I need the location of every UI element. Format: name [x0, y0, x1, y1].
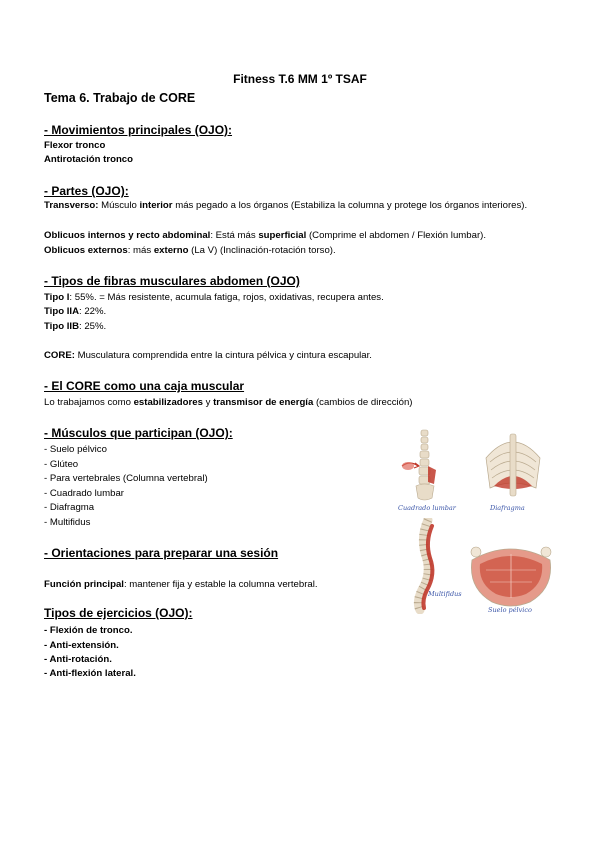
musculo-item: - Glúteo [44, 459, 79, 470]
caption-suelo-pelvico: Suelo pélvico [488, 606, 532, 614]
figure-diafragma [478, 428, 548, 516]
caption-cuadrado-lumbar: Cuadrado lumbar [398, 504, 456, 512]
partes-oblicuos-internos: Oblicuos internos y recto abdominal: Está más superficial (Comprime el abdomen / Flexión lumbar). [44, 230, 486, 241]
fibra-tipo-2b: Tipo IIB: 25%. [44, 321, 107, 332]
musculo-item: - Para vertebrales (Columna vertebral) [44, 473, 208, 484]
ejercicio-item: - Anti-flexión lateral. [44, 668, 136, 679]
figure-cuadrado-lumbar [388, 426, 468, 516]
heading-caja-muscular: - El CORE como una caja muscular [44, 379, 245, 393]
heading-movimientos: - Movimientos principales (OJO): [44, 123, 233, 137]
musculo-item: - Diafragma [44, 502, 95, 513]
document-title: Fitness T.6 MM 1º TSAF [233, 72, 367, 86]
mov-item-antirotacion: Antirotación tronco [44, 154, 134, 165]
heading-orientaciones: - Orientaciones para preparar una sesión [44, 546, 279, 560]
ejercicio-item: - Anti-rotación. [44, 654, 112, 665]
musculo-item: - Multifidus [44, 517, 91, 528]
document-subtitle: Tema 6. Trabajo de CORE [44, 91, 196, 105]
caja-text: Lo trabajamos como estabilizadores y transmisor de energía (cambios de dirección) [44, 397, 413, 408]
spine-icon [402, 430, 436, 500]
partes-oblicuos-externos: Oblicuos externos: más externo (La V) (Inclinación-rotación torso). [44, 245, 336, 256]
fibra-tipo-2a: Tipo IIA: 22%. [44, 306, 107, 317]
caption-multifidus: Multifidus [428, 590, 462, 598]
heading-musculos: - Músculos que participan (OJO): [44, 426, 233, 440]
pelvic-floor-icon [471, 547, 551, 606]
fibra-tipo-1: Tipo I: 55%. = Más resistente, acumula fatiga, rojos, oxidativas, recupera antes. [44, 292, 384, 303]
ejercicio-item: - Flexión de tronco. [44, 625, 133, 636]
heading-ejercicios: Tipos de ejercicios (OJO): [44, 606, 193, 620]
partes-transverso: Transverso: Músculo interior más pegado a los órganos (Estabiliza la columna y protege los órganos interiores). [44, 200, 528, 211]
figure-multifidus [398, 518, 468, 614]
heading-fibras: - Tipos de fibras musculares abdomen (OJO) [44, 274, 300, 288]
ejercicio-item: - Anti-extensión. [44, 640, 119, 651]
musculo-item: - Cuadrado lumbar [44, 488, 124, 499]
mov-item-flexor: Flexor tronco [44, 140, 106, 151]
musculo-item: - Suelo pélvico [44, 444, 107, 455]
figure-suelo-pelvico [466, 540, 556, 616]
heading-partes: - Partes (OJO): [44, 184, 129, 198]
orient-funcion: Función principal: mantener fija y estable la columna vertebral. [44, 579, 318, 590]
core-definition: CORE: Musculatura comprendida entre la cintura pélvica y cintura escapular. [44, 350, 372, 361]
ribcage-icon [486, 434, 540, 496]
caption-diafragma: Diafragma [490, 504, 525, 512]
